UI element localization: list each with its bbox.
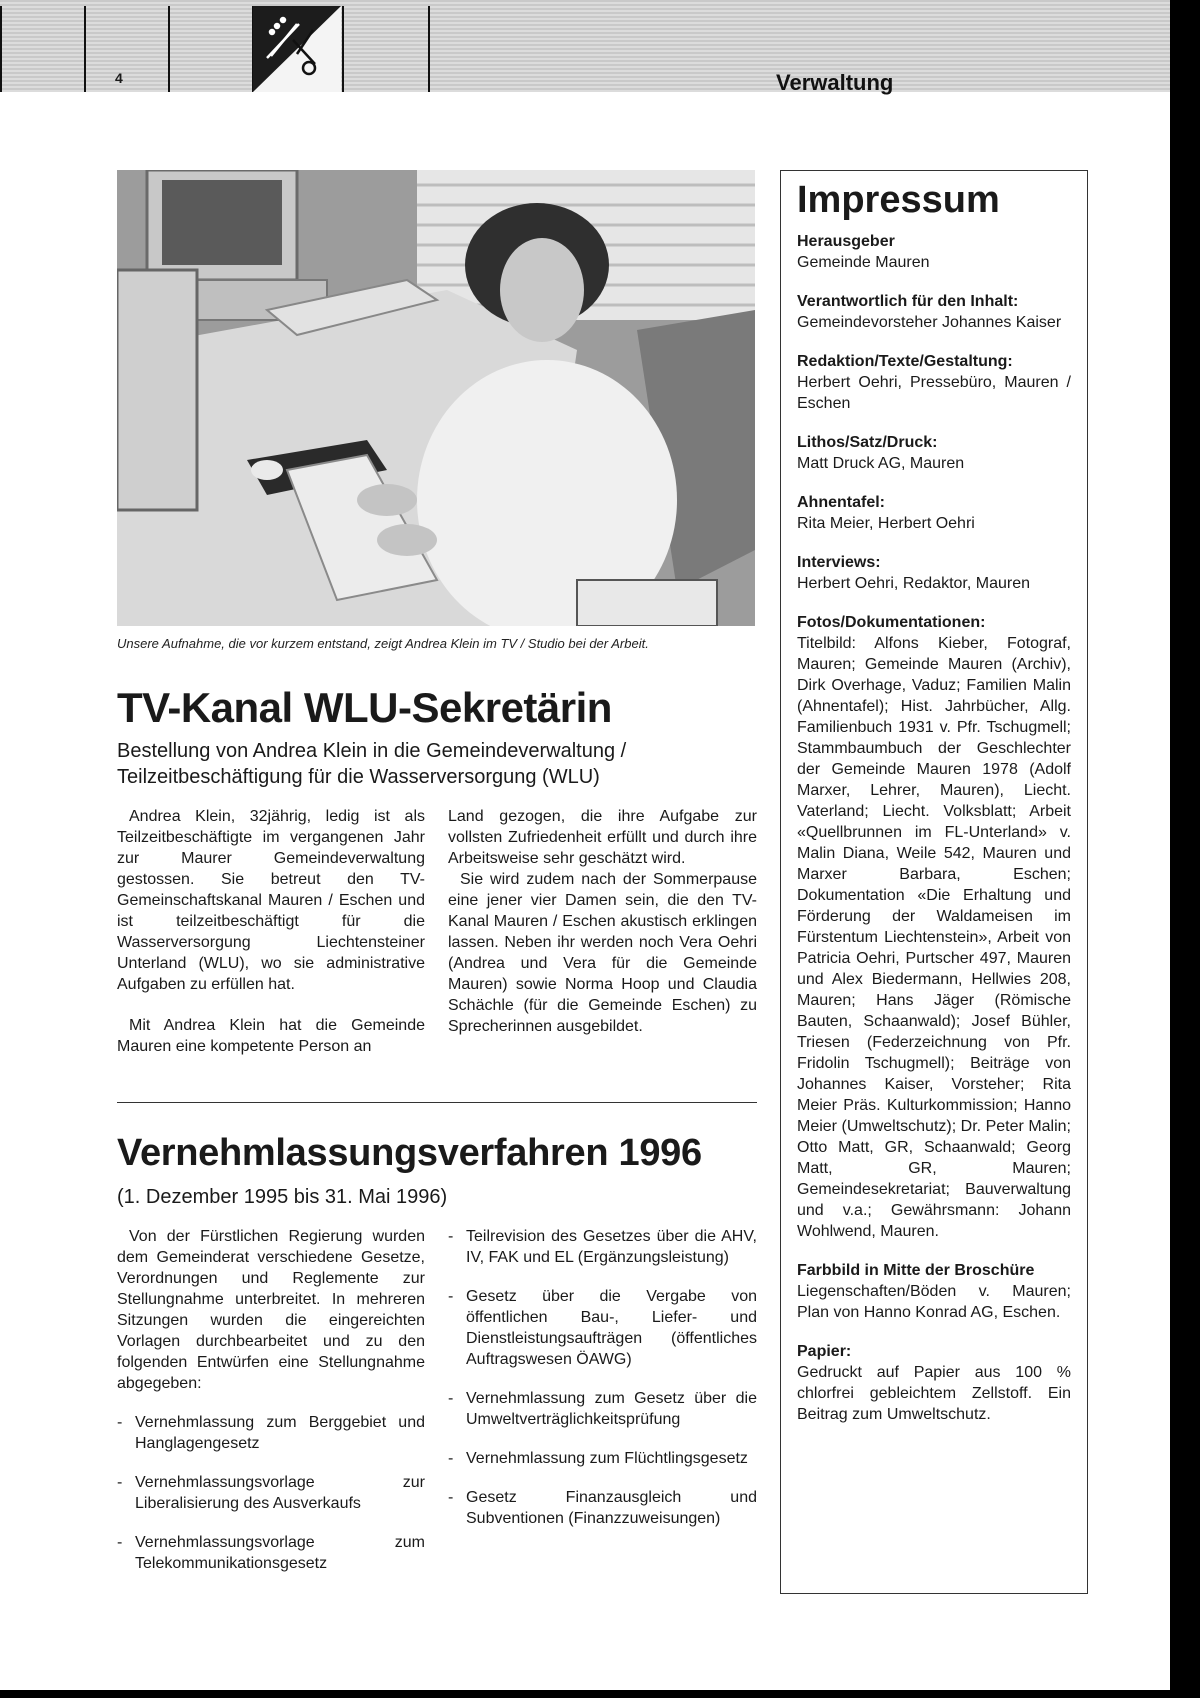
paragraph: Andrea Klein, 32jährig, ledig ist als Teilzeitbeschäftigte im vergangenen Jahr zur Maurer Gemeindeverwaltung gestossen. Sie betreut den TV-Gemeinschaftskanal Mauren / Eschen und ist teilzeitbeschäftigt für die Wasserversorgung Liechtensteiner Unterland (WLU), wo sie administrative Aufgaben zu erfüllen hat. [117,808,425,993]
impressum-text: Gemeindevorsteher Johannes Kaiser [797,314,1062,331]
impressum-box [780,170,1088,1594]
impressum-entry [797,432,1071,474]
article-column-right [448,1226,757,1547]
impressum-text: Matt Druck AG, Mauren [797,455,965,472]
impressum-text: Liegenschaften/Böden v. Mauren; Plan von Hanno Konrad AG, Eschen. [797,1283,1071,1321]
list-item: - Vernehmlassungsvorlage zum Telekommunikationsgesetz [117,1532,425,1574]
impressum-entry [797,1341,1071,1425]
office-photo [117,170,755,626]
paragraph: Land gezogen, die ihre Aufgabe zur vollsten Zufriedenheit erfüllt und durch ihre Arbeitsweise sehr geschätzt wird. [448,808,757,867]
list-item: - Vernehmlassung zum Gesetz über die Umweltverträglichkeitsprüfung [448,1388,757,1430]
impressum-text: Rita Meier, Herbert Oehri [797,515,975,532]
photo-caption: Unsere Aufnahme, die vor kurzem entstand, zeigt Andrea Klein im TV / Studio bei der Arbeit. [117,636,649,651]
article-column-left [117,806,425,1057]
impressum-text: Herbert Oehri, Redaktor, Mauren [797,575,1030,592]
impressum-heading: Interviews: [797,554,881,571]
page-number: 4 [115,70,123,86]
paragraph: Sie wird zudem nach der Sommerpause eine jener vier Damen sein, die den TV-Kanal Mauren / Eschen akustisch erklingen lassen. Neben ihr werden noch Vera Oehri (Andrea und Vera für die Gemeinde Mauren) sowie Norma Hoop und Claudia Schächle (für die Gemeinde Eschen) zu Sprecherinnen ausgebildet. [448,871,757,1035]
impressum-entry [797,1260,1071,1323]
article-subtitle: (1. Dezember 1995 bis 31. Mai 1996) [117,1186,448,1208]
impressum-text: Herbert Oehri, Pressebüro, Mauren / Eschen [797,374,1071,412]
impressum-body [797,231,1071,1443]
list-item: - Gesetz über die Vergabe von öffentlichen Bau-, Liefer- und Dienstleistungsaufträgen (öffentliches Auftragswesen ÖAWG) [448,1286,757,1370]
impressum-text: Titelbild: Alfons Kieber, Fotograf, Mauren; Gemeinde Mauren (Archiv), Dirk Overhage, Vaduz; Familien Malin (Ahnentafel); Hist. Jahrbücher, Allg. Familienbuch 1931 v. Pfr. Tschugmell; Stammbaumbuch der Geschlechter der Gemeinde Mauren 1978 (Adolf Marxer, Lehrer, Mauren), Liecht. Vaterland; Liecht. Volksblatt; Arbeit «Quellbrunnen im FL-Unterland» v. Malin Diana, Weile 542, Mauren und Marxer Barbara, Eschen; Dokumentation «Die Erhaltung und Förderung der Waldameisen im Fürstentum Liechtenstein», Arbeit von Patricia Oehri, Purtscher 497, Mauren und Alex Biedermann, Hellwies 208, Mauren; Hans Jäger (Römische Bauten, Schaanwald); Josef Bühler, Triesen (Federzeichnung von Pfr. Fridolin Tschugmell); Beiträge von Johannes Kaiser, Vorsteher; Rita Meier Präs. Kulturkommission; Hanno Meier (Umweltschutz); Dr. Peter Malin; Otto Matt, GR, Schaanwald; Georg Matt, GR, Mauren; Gemeindesekretariat; Bauverwaltung und v.a.; Gewährsmann: Johann Wohlwend, Mauren. [797,635,1071,1240]
impressum-heading: Verantwortlich für den Inhalt: [797,293,1019,310]
impressum-entry [797,351,1071,414]
paragraph: Mit Andrea Klein hat die Gemeinde Mauren eine kompetente Person an [117,1017,425,1055]
impressum-entry [797,612,1071,1242]
header-grid [0,6,430,92]
impressum-heading: Herausgeber [797,233,895,250]
impressum-heading: Papier: [797,1343,852,1360]
list-item: - Vernehmlassung zum Berggebiet und Hanglagengesetz [117,1412,425,1454]
impressum-text: Gedruckt auf Papier aus 100 % chlorfrei gebleichtem Zellstoff. Ein Beitrag zum Umweltschutz. [797,1364,1071,1423]
impressum-heading: Fotos/Dokumentationen: [797,614,986,631]
list-item: - Gesetz Finanzausgleich und Subventionen (Finanzzuweisungen) [448,1487,757,1529]
article-column-right [448,806,757,1037]
article-subtitle: Bestellung von Andrea Klein in die Gemeindeverwaltung / Teilzeitbeschäftigung für die Wasserversorgung (WLU) [117,740,627,788]
page-edge [1170,0,1200,1698]
list-item: - Teilrevision des Gesetzes über die AHV, IV, FAK und EL (Ergänzungsleistung) [448,1226,757,1268]
article-title: TV-Kanal WLU-Sekretärin [117,684,612,731]
article-column-left [117,1226,425,1592]
impressum-heading: Ahnentafel: [797,494,885,511]
impressum-heading: Lithos/Satz/Druck: [797,434,938,451]
section-title: Verwaltung [776,70,894,95]
header-cell [0,6,86,92]
impressum-title: Impressum [797,179,1000,221]
list-item: - Vernehmlassung zum Flüchtlingsgesetz [448,1448,757,1469]
impressum-heading: Redaktion/Texte/Gestaltung: [797,353,1013,370]
crossed-tools-emblem-icon [253,6,341,92]
impressum-entry [797,231,1071,273]
header-cell [84,6,170,92]
impressum-heading: Farbbild in Mitte der Broschüre [797,1262,1035,1279]
paragraph: Von der Fürstlichen Regierung wurden dem Gemeinderat verschiedene Gesetze, Verordnungen und Reglemente zur Stellungnahme unterbreitet. In mehreren Sitzungen wurden die eingereichten Vorlagen durchbearbeitet und zu den folgenden Entwürfen eine Stellungnahme abgegeben: [117,1228,425,1392]
header-cell [342,6,430,92]
header-band [0,0,1170,95]
list-item: - Vernehmlassungsvorlage zur Liberalisierung des Ausverkaufs [117,1472,425,1514]
section-divider [117,1102,757,1103]
impressum-entry [797,291,1071,333]
header-cell [170,6,254,92]
impressum-entry [797,492,1071,534]
impressum-text: Gemeinde Mauren [797,254,930,271]
article-title: Vernehmlassungsverfahren 1996 [117,1132,702,1174]
page-edge [0,1690,1200,1698]
impressum-entry [797,552,1071,594]
